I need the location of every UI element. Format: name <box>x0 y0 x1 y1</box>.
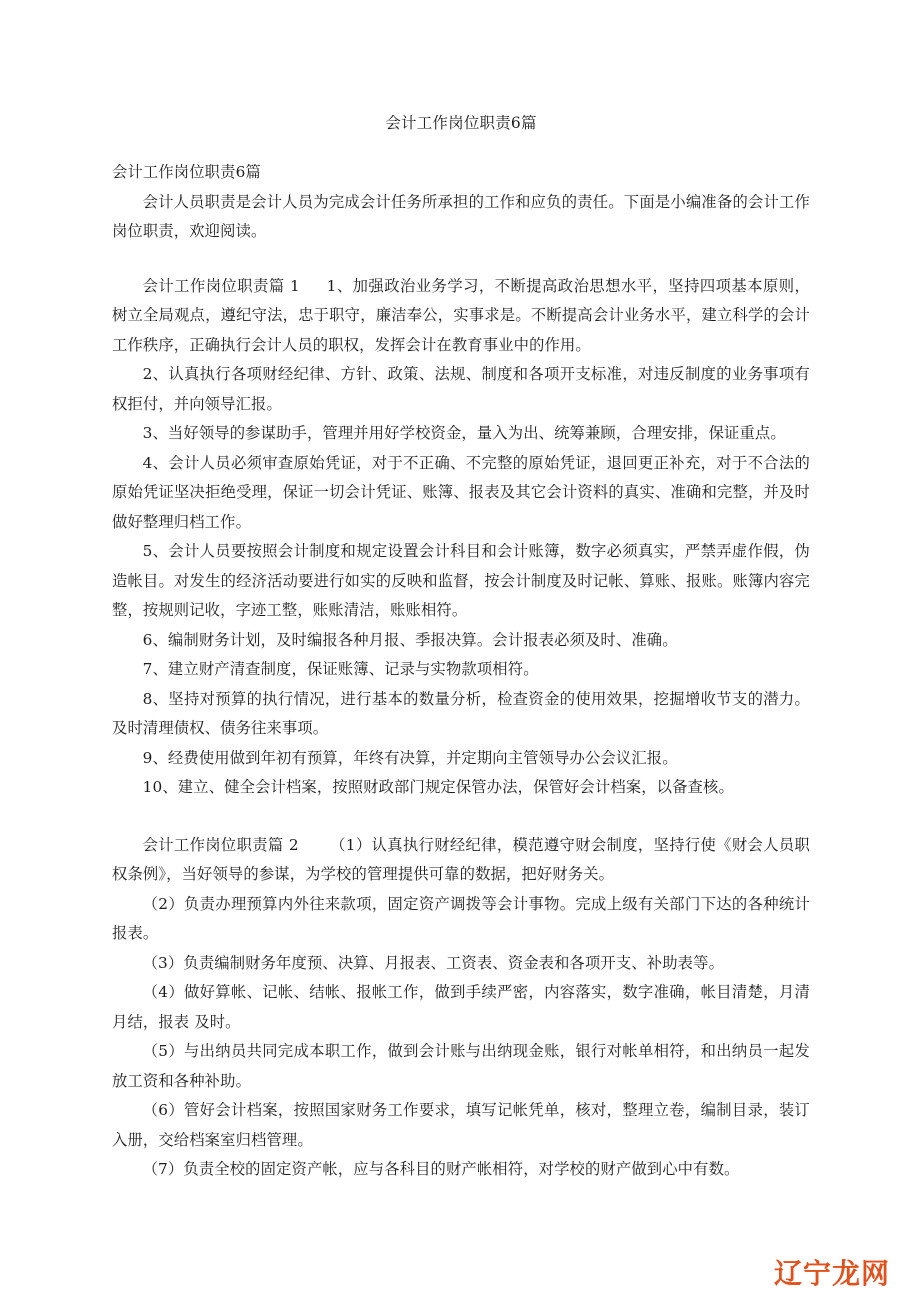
section1-item-3: 3、当好领导的参谋助手，管理并用好学校资金，量入为出、统筹兼顾，合理安排，保证重点。 <box>142 424 786 442</box>
site-watermark <box>773 1257 890 1290</box>
section2-heading-gap <box>299 836 330 854</box>
section2-item-4: （4）做好算帐、记帐、结帐、报帐工作，做到手续严密，内容落实，数字准确，帐目清楚，月清月结，报表 及时。 <box>112 983 810 1031</box>
section-gap-2 <box>112 803 810 831</box>
section2-item-7: （7）负责全校的固定资产帐，应与各科目的财产帐相符，对学校的财产做到心中有数。 <box>142 1160 740 1178</box>
section1-heading: 会计工作岗位职责篇 1 <box>142 276 300 295</box>
document-body <box>112 108 810 1185</box>
section1-item-7: 7、建立财产清查制度，保证账簿、记录与实物款项相符。 <box>142 660 539 678</box>
section2-item-1 <box>112 831 810 890</box>
section2-item-3: （3）负责编制财务年度预、决算、月报表、工资表、资金表和各项开支、补助表等。 <box>142 953 725 972</box>
section1-item-5: 5、会计人员要按照会计制度和规定设置会计科目和会计账簿，数字必须真实，严禁弄虚作假，伪造帐目。对发生的经济活动要进行如实的反映和监督，按会计制度及时记帐、算账、报账。账簿内容完整，按规则记收，字迹工整，账账清洁，账账相符。 <box>112 542 810 619</box>
watermark-text: 辽宁龙网 <box>773 1257 890 1290</box>
intro-paragraph: 会计人员职责是会计人员为完成会计任务所承担的工作和应负的责任。下面是小编准备的会计工作岗位职责，欢迎阅读。 <box>112 192 810 240</box>
section1-item-2: 2、认真执行各项财经纪律、方针、政策、法规、制度和各项开支标准，对违反制度的业务事项有权拒付，并向领导汇报。 <box>112 365 810 413</box>
page-title: 会计工作岗位职责6篇 <box>385 114 537 132</box>
section2-item-6: （6）管好会计档案，按照国家财务工作要求，填写记帐凭单，核对，整理立卷，编制目录，装订入册，交给档案室归档管理。 <box>112 1101 810 1149</box>
section2-item-5: （5）与出纳员共同完成本职工作，做到会计账与出纳现金账，银行对帐单相符，和出纳员一起发放工资和各种补助。 <box>112 1042 810 1090</box>
section1-item-1-text: 1、加强政治业务学习，不断提高政治思想水平，坚持四项基本原则，树立全局观点，遵纪守法，忠于职守，廉洁奉公，实事求是。不断提高会计业务水平，建立科学的会计工作秩序，正确执行会计人员的职权，发挥会计在教育事业中的作用。 <box>112 276 810 354</box>
section2-heading: 会计工作岗位职责篇 2 <box>142 835 299 854</box>
section2-item-2: （2）负责办理预算内外往来款项，固定资产调拨等会计事物。完成上级有关部门下达的各种统计报表。 <box>112 894 810 942</box>
section1-item-10: 10、建立、健全会计档案，按照财政部门规定保管办法，保管好会计档案，以备查核。 <box>142 778 734 796</box>
section1-item-9: 9、经费使用做到年初有预算，年终有决算，并定期向主管领导办公会议汇报。 <box>142 748 678 767</box>
section1-item-1 <box>112 272 810 361</box>
section2-item-1-text: （1）认真执行财经纪律，模范遵守财会制度，坚持行使《财会人员职权条例》，当好领导的参谋，为学校的管理提供可靠的数据，把好财务关。 <box>112 835 811 883</box>
section-gap <box>112 247 810 272</box>
heading-repeat: 会计工作岗位职责6篇 <box>112 163 261 181</box>
section1-item-8: 8、坚持对预算的执行情况，进行基本的数量分析，检查资金的使用效果，挖掘增收节支的潜力。及时清理债权、债务往来事项。 <box>112 689 810 737</box>
section1-heading-gap <box>300 277 327 295</box>
section1-item-6: 6、编制财务计划，及时编报各种月报、季报决算。会计报表必须及时、准确。 <box>142 630 678 649</box>
section1-item-4: 4、会计人员必须审查原始凭证，对于不正确、不完整的原始凭证，退回更正补充，对于不合法的原始凭证坚决拒绝受理，保证一切会计凭证、账簿、报表及其它会计资料的真实、准确和完整，并及时做好整理归档工作。 <box>112 453 810 531</box>
